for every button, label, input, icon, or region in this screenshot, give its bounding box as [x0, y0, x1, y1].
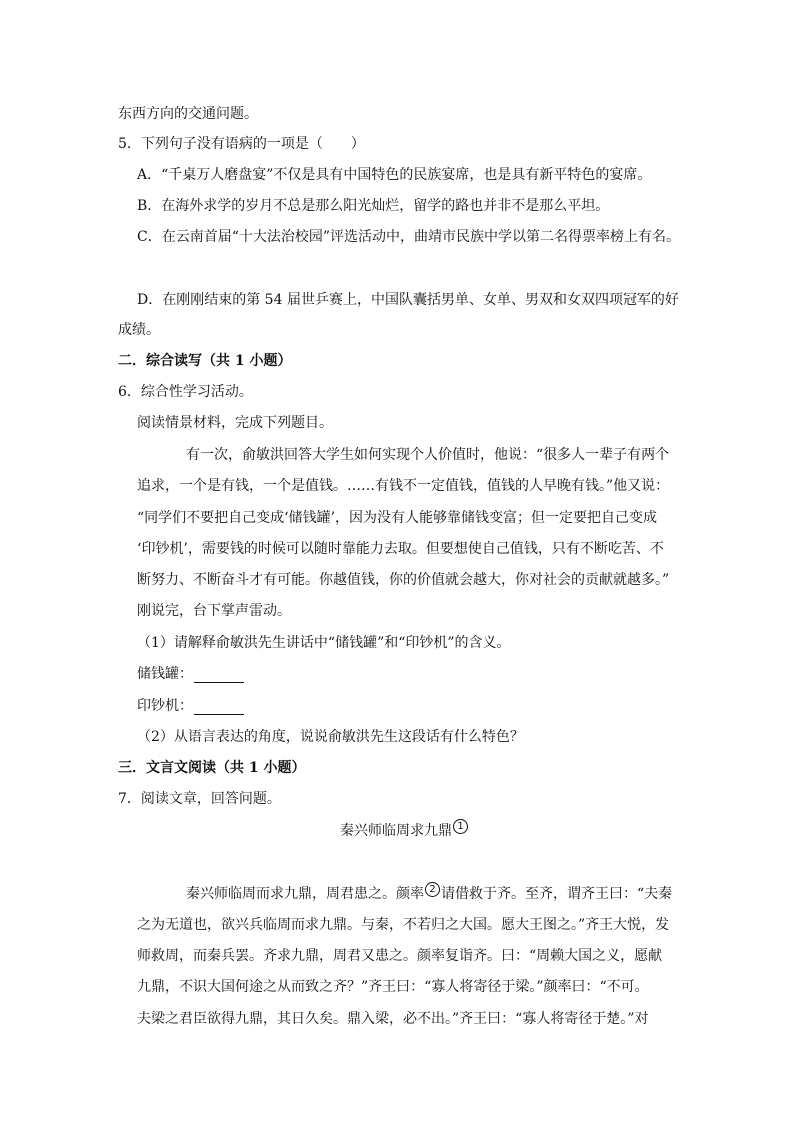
material-paragraph-line: “同学们不要把自己变成‘储钱罐’，因为没有人能够靠储钱变富；但一定要把自己变成 [137, 510, 658, 526]
question-7-stem: 7．阅读文章，回答问题。 [118, 791, 281, 807]
answer-blank[interactable] [194, 668, 244, 683]
classical-text-segment: 请借救于齐。至齐，谓齐王曰：“夫秦 [441, 886, 673, 902]
classical-text-line: 九鼎，不识大国何途之从而致之齐？”齐王曰：“寡人将寄径于梁。”颜率曰：“不可。 [137, 979, 649, 995]
passage-title-text: 秦兴师临周求九鼎 [340, 823, 452, 839]
material-paragraph-line: 刚说完，台下掌声雷动。 [137, 603, 291, 619]
question-5-option-b: B．在海外求学的岁月不总是那么阳光灿烂，留学的路也并非不是那么平坦。 [137, 198, 610, 214]
answer-label: 储钱罐： [137, 666, 193, 682]
material-paragraph-line: 有一次，俞敏洪回答大学生如何实现个人价值时，他说：“很多人一辈子有两个 [186, 447, 670, 463]
classical-text-line: 师救周，而秦兵罢。齐求九鼎，周君又患之。颜率复诣齐。曰：“周赖大国之义，愿献 [137, 948, 663, 964]
answer-blank[interactable] [194, 700, 244, 715]
classical-text-line: 之为无道也，欲兴兵临周而求九鼎。与秦，不若归之大国。愿大王图之。”齐王大悦，发 [137, 917, 670, 933]
question-6-part-2: （2）从语言表达的角度，说说俞敏洪先生这段话有什么特色？ [137, 729, 524, 745]
question-5-option-d-continued: 成绩。 [118, 322, 160, 338]
question-5-option-d: D．在刚刚结束的第 54 届世乒赛上，中国队囊括男单、女单、男双和女双四项冠军的好 [137, 292, 679, 308]
material-paragraph-line: ‘印钞机’，需要钱的时候可以随时靠能力去取。但要想使自己值钱，只有不断吃苦、不 [137, 541, 664, 557]
answer-row-printing-machine [137, 697, 244, 715]
material-paragraph-line: 断努力、不断奋斗才有可能。你越值钱，你的价值就会越大，你对社会的贡献就越多。” [137, 572, 670, 588]
classical-text-line: 夫梁之君臣欲得九鼎，其日久矣。鼎入梁，必不出。”齐王曰：“寡人将寄径于楚。”对 [137, 1011, 649, 1027]
footnote-marker: 1 [453, 819, 468, 834]
question-6-instructions: 阅读情景材料，完成下列题目。 [137, 415, 333, 431]
answer-row-piggy-bank [137, 665, 244, 683]
material-paragraph-line: 追求，一个是有钱，一个是值钱。……有钱不一定值钱，值钱的人早晚有钱。”他又说： [137, 478, 670, 494]
classical-text-line [186, 885, 672, 903]
answer-label: 印钞机： [137, 698, 193, 714]
classical-text-segment: 秦兴师临周而求九鼎，周君患之。颜率 [186, 886, 424, 902]
text-line: 东西方向的交通问题。 [118, 106, 258, 122]
section-2-heading: 二．综合读写（共 1 小题） [118, 353, 292, 369]
question-6-part-1: （1）请解释俞敏洪先生讲话中“储钱罐”和“印钞机”的含义。 [137, 635, 511, 651]
question-5-option-c: C．在云南首届“十大法治校园”评选活动中，曲靖市民族中学以第二名得票率榜上有名。 [137, 229, 681, 245]
footnote-marker: 2 [425, 882, 440, 897]
question-6-stem: 6．综合性学习活动。 [118, 384, 253, 400]
passage-title [340, 822, 469, 840]
section-3-heading: 三．文言文阅读（共 1 小题） [118, 760, 306, 776]
question-5-stem: 5．下列句子没有语病的一项是（ ） [118, 136, 365, 152]
question-5-option-a: A．“千桌万人磨盘宴”不仅是具有中国特色的民族宴席，也是具有新平特色的宴席。 [137, 167, 652, 183]
